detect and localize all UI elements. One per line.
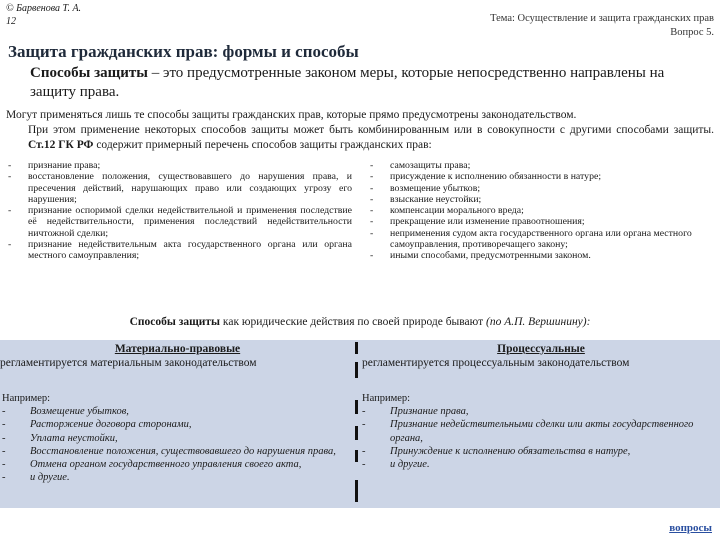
list-item: - самозащиты права; <box>370 160 471 171</box>
procedural-methods-header <box>362 342 720 370</box>
list-item: - Признание права, <box>362 406 469 418</box>
topic-title: Тема: Осуществление и защита гражданских прав <box>490 13 714 24</box>
material-subtitle: регламентируется материальным законодательством <box>0 357 257 369</box>
list-item: - восстановление положения, существовавшего до нарушения права, и пресечения действий, нарушающих право или создающих угрозу его нарушения; <box>8 171 352 205</box>
intro-line-1: Могут применяться лишь те способы защиты гражданских прав, которые прямо предусмотрены законодательством. <box>6 109 577 121</box>
intro-line-2: При этом применение некоторых способов защиты может быть комбинированным или в совокупности с другими способами защиты. Ст.12 ГК РФ содержит примерный перечень способов защиты гражданских прав: <box>28 124 714 151</box>
classification-bold: Способы защиты <box>129 316 221 328</box>
question-number: Вопрос 5. <box>670 27 714 38</box>
slide-title: Защита гражданских прав: формы и способы <box>8 42 359 61</box>
topic-info <box>490 12 714 40</box>
procedural-subtitle: регламентируется процессуальным законодательством <box>362 357 630 369</box>
article-reference: Ст.12 ГК РФ <box>28 139 94 151</box>
material-heading: Материально-правовые <box>114 343 241 355</box>
author-name: © Барвенова Т. А. <box>6 3 82 14</box>
protection-methods-list-right <box>368 160 714 262</box>
list-item: - Принуждение к исполнению обязательства в натуре, <box>362 445 631 457</box>
examples-label: Например: <box>2 393 51 404</box>
page-number: 12 <box>6 16 16 27</box>
list-item: - взыскание неустойки; <box>370 193 482 205</box>
procedural-examples <box>362 392 714 471</box>
list-item: - возмещение убытков; <box>370 182 481 194</box>
definition <box>30 64 710 102</box>
definition-text: – это предусмотренные законом меры, которые непосредственно направлены на защиту права. <box>30 65 665 100</box>
questions-link[interactable]: вопросы <box>669 522 712 534</box>
protection-methods-list-left <box>6 160 352 262</box>
column-separator <box>355 342 358 506</box>
list-item: - и другие. <box>362 459 430 471</box>
material-methods-header <box>0 342 355 370</box>
procedural-heading: Процессуальные <box>497 343 585 355</box>
list-item: - присуждение к исполнению обязанности в натуре; <box>370 171 602 183</box>
list-item: - признание недействительным акта государственного органа или органа местного самоуправления; <box>8 239 352 262</box>
list-item: - прекращение или изменение правоотношения; <box>370 216 585 228</box>
intro-paragraph <box>6 108 714 153</box>
author-info <box>6 2 81 28</box>
classification-note: (по А.П. Вершинину): <box>486 316 591 328</box>
list-item: - признание права; <box>8 160 101 171</box>
list-item: - Расторжение договора сторонами, <box>2 419 192 431</box>
examples-label: Например: <box>362 393 411 404</box>
list-item: - Возмещение убытков, <box>2 406 129 418</box>
list-item: - признание оспоримой сделки недействительной и применения последствие её недействительности, применения последствий недействительности ничтожной сделки; <box>8 205 352 239</box>
list-item: - Восстановление положения, существовавшего до нарушения права, <box>2 445 336 457</box>
list-item: - и другие. <box>2 472 70 484</box>
list-item: - иными способами, предусмотренными законом. <box>370 250 591 262</box>
list-item: - неприменения судом акта государственного органа или органа местного самоуправления, противоречащего закону; <box>370 227 692 251</box>
list-item: - Признание недействительными сделки или акты государственного органа, <box>362 419 694 444</box>
material-examples <box>2 392 352 484</box>
list-item: - компенсации морального вреда; <box>370 205 524 217</box>
list-item: - Уплата неустойки, <box>2 432 118 444</box>
list-item: - Отмена органом государственного управления своего акта, <box>2 459 302 471</box>
definition-term: Способы защиты <box>30 65 149 81</box>
classification-line: Способы защиты как юридические действия по своей природе бывают (по А.П. Вершинину): <box>129 316 591 328</box>
